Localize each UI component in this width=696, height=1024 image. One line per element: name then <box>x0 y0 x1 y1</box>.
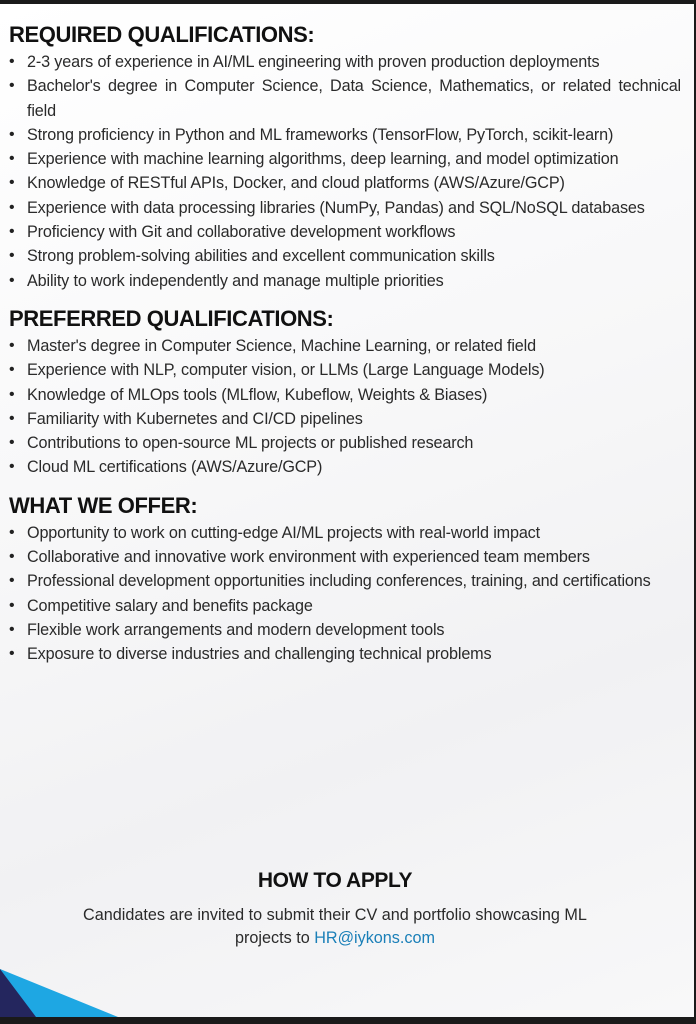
required-qualifications-list <box>9 50 681 293</box>
list-item: • Opportunity to work on cutting-edge AI/ML projects with real-world impact <box>9 521 681 545</box>
list-item: • Exposure to diverse industries and challenging technical problems <box>9 642 681 666</box>
list-item: • Master's degree in Computer Science, Machine Learning, or related field <box>9 334 681 358</box>
how-to-apply-section <box>0 868 670 950</box>
list-item: • Knowledge of RESTful APIs, Docker, and cloud platforms (AWS/Azure/GCP) <box>9 171 681 195</box>
preferred-qualifications-section <box>9 306 681 480</box>
apply-text-prefix: projects to <box>235 929 315 947</box>
how-to-apply-title: HOW TO APPLY <box>257 869 413 892</box>
apply-text-line1: Candidates are invited to submit their CV and portfolio showcasing ML <box>83 906 587 924</box>
email-link[interactable]: HR@iykons.com <box>314 929 435 947</box>
list-item: • Strong proficiency in Python and ML frameworks (TensorFlow, PyTorch, scikit-learn) <box>9 123 681 147</box>
how-to-apply-text <box>0 904 670 950</box>
list-item: • Strong problem-solving abilities and excellent communication skills <box>9 244 681 268</box>
corner-decoration-dark <box>0 969 36 1017</box>
list-item: • 2-3 years of experience in AI/ML engineering with proven production deployments <box>9 50 681 74</box>
list-item: • Competitive salary and benefits package <box>9 594 681 618</box>
list-item: • Contributions to open-source ML projects or published research <box>9 431 681 455</box>
list-item: • Proficiency with Git and collaborative development workflows <box>9 220 681 244</box>
list-item: • Experience with machine learning algorithms, deep learning, and model optimization <box>9 147 681 171</box>
list-item: • Knowledge of MLOps tools (MLflow, Kubeflow, Weights & Biases) <box>9 383 681 407</box>
what-we-offer-title: WHAT WE OFFER: <box>9 492 198 518</box>
what-we-offer-list <box>9 521 681 667</box>
job-posting-page <box>0 4 694 1017</box>
list-item: • Bachelor's degree in Computer Science, Data Science, Mathematics, or related technical field <box>9 74 681 123</box>
list-item: • Ability to work independently and manage multiple priorities <box>9 269 681 293</box>
list-item: • Familiarity with Kubernetes and CI/CD pipelines <box>9 407 681 431</box>
list-item: • Professional development opportunities including conferences, training, and certifications <box>9 569 681 593</box>
list-item: • Cloud ML certifications (AWS/Azure/GCP) <box>9 455 681 479</box>
what-we-offer-section <box>9 493 681 667</box>
list-item: • Collaborative and innovative work environment with experienced team members <box>9 545 681 569</box>
posting-content <box>9 22 681 667</box>
list-item: • Flexible work arrangements and modern development tools <box>9 618 681 642</box>
required-qualifications-section <box>9 22 681 293</box>
required-qualifications-title: REQUIRED QUALIFICATIONS: <box>9 22 315 47</box>
preferred-qualifications-title: PREFERRED QUALIFICATIONS: <box>9 305 334 331</box>
list-item: • Experience with data processing libraries (NumPy, Pandas) and SQL/NoSQL databases <box>9 196 681 220</box>
preferred-qualifications-list <box>9 334 681 480</box>
list-item: • Experience with NLP, computer vision, or LLMs (Large Language Models) <box>9 358 681 382</box>
